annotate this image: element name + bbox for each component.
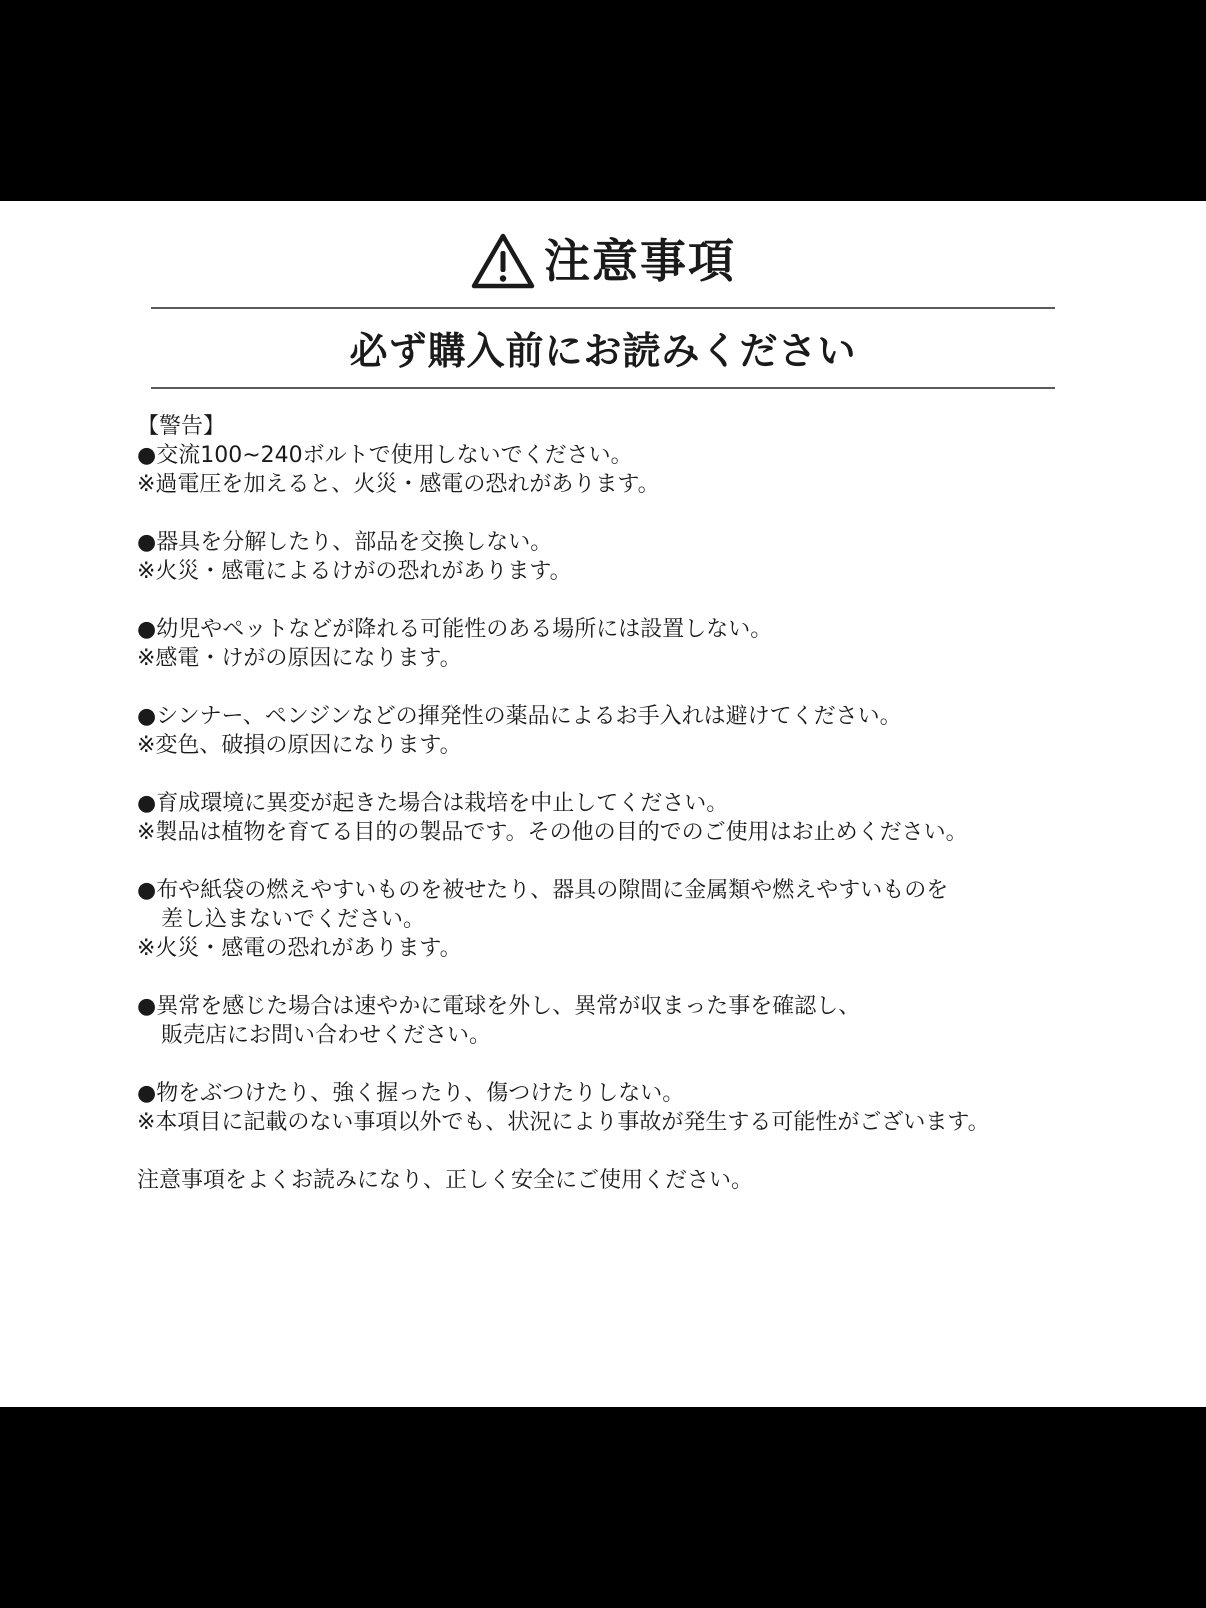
warning-item-4-note: ※変色、破損の原因になります。 <box>137 733 462 758</box>
warning-item-6-bullet: ●布や紙袋の燃えやすいものを被せたり、器具の隙間に金属類や燃えやすいものを <box>137 878 949 903</box>
notice-panel <box>0 201 1206 1407</box>
spacer <box>137 673 1177 702</box>
page-subtitle: 必ず購入前にお読みください <box>349 329 857 373</box>
warning-item-6-note: ※火災・感電の恐れがあります。 <box>137 936 462 961</box>
closing-statement: 注意事項をよくお読みになり、正しく安全にご使用ください。 <box>137 1168 754 1193</box>
divider-top <box>151 307 1055 309</box>
warning-item-3-bullet: ●幼児やペットなどが降れる可能性のある場所には設置しない。 <box>137 617 773 642</box>
warning-item-8-note: ※本項目に記載のない事項以外でも、状況により事故が発生する可能性がございます。 <box>137 1110 990 1135</box>
warning-item-7-bullet-continued: 販売店にお問い合わせください。 <box>161 1023 492 1048</box>
page-title: 注意事項 <box>544 234 736 288</box>
top-letterbox <box>0 0 1206 201</box>
spacer <box>137 847 1177 876</box>
bottom-letterbox <box>0 1407 1206 1608</box>
spacer <box>137 499 1177 528</box>
warning-item-2-note: ※火災・感電によるけがの恐れがあります。 <box>137 559 572 584</box>
section-label: 【警告】 <box>137 414 226 439</box>
warning-item-4-bullet: ●シンナー、ペンジンなどの揮発性の薬品によるお手入れは避けてください。 <box>137 704 902 729</box>
warning-item-1-bullet: ●交流100~240ボルトで使用しないでください。 <box>137 443 633 468</box>
warning-item-7-bullet: ●異常を感じた場合は速やかに電球を外し、異常が収まった事を確認し、 <box>137 994 861 1019</box>
warning-item-5-bullet: ●育成環境に異変が起きた場合は栽培を中止してください。 <box>137 791 729 816</box>
warning-item-8-bullet: ●物をぶつけたり、強く握ったり、傷つけたりしない。 <box>137 1081 685 1106</box>
warning-text-block <box>137 412 1177 1195</box>
title-row <box>0 226 1206 296</box>
spacer <box>137 963 1177 992</box>
spacer <box>137 586 1177 615</box>
warning-item-1-note: ※過電圧を加えると、火災・感電の恐れがあります。 <box>137 472 660 497</box>
warning-triangle-icon <box>470 232 536 290</box>
spacer <box>137 1050 1177 1079</box>
warning-item-3-note: ※感電・けがの原因になります。 <box>137 646 462 671</box>
spacer <box>137 1137 1177 1166</box>
warning-item-6-bullet-continued: 差し込まないでください。 <box>161 907 426 932</box>
warning-item-5-note: ※製品は植物を育てる目的の製品です。その他の目的でのご使用はお止めください。 <box>137 820 968 845</box>
spacer <box>137 760 1177 789</box>
divider-bottom <box>151 387 1055 389</box>
warning-item-2-bullet: ●器具を分解したり、部品を交換しない。 <box>137 530 553 555</box>
